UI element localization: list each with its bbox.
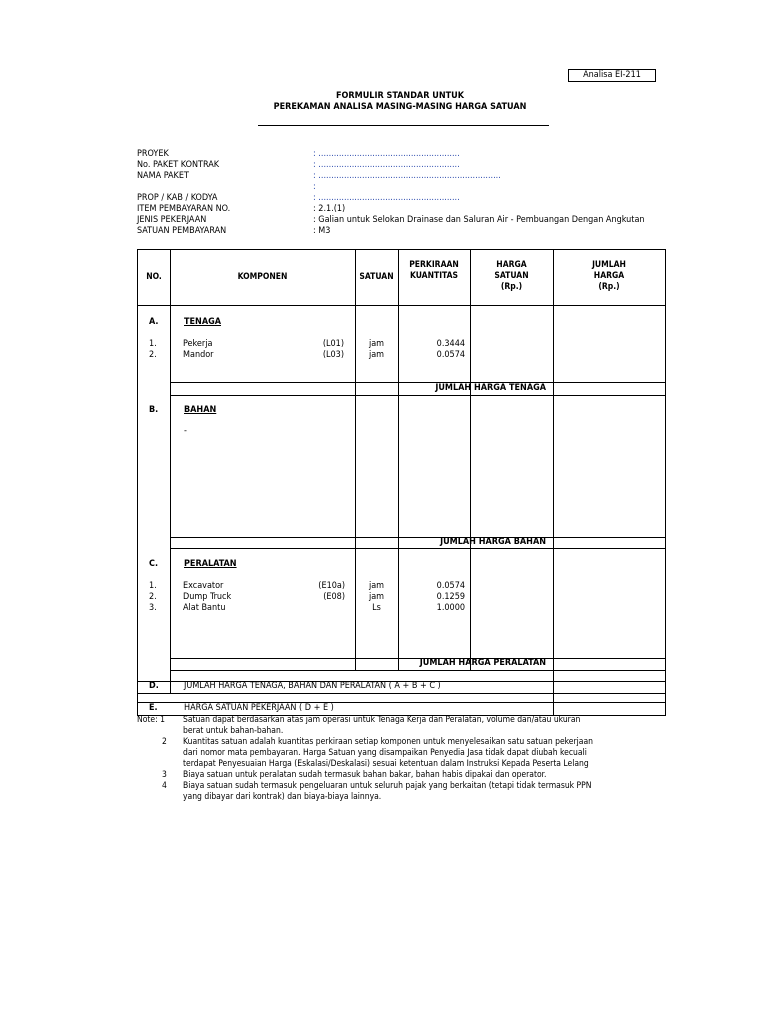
note-4-line-2: yang dibayar dari kontrak) dan biaya-biaya lainnya.: [183, 792, 382, 802]
note-3-line-1: Biaya satuan untuk peralatan sudah termasuk bahan bakar, bahan habis dipakai dan operator.: [183, 770, 547, 780]
info-label-jenis-pekerjaan: JENIS PEKERJAAN: [137, 215, 207, 225]
peralatan-row-2-unit: jam: [368, 592, 385, 602]
subtotal-c-bottom: [170, 670, 665, 671]
note-2-line-3: terdapat Penyesuaian Harga (Eskalasi/Deskalasi) sesuai ketentuan dalam Instruksi Kepada Peserta Lelang: [183, 759, 589, 769]
note-1-line-2: berat untuk bahan-bahan.: [183, 726, 284, 736]
notes-label: Note: 1: [137, 715, 165, 725]
note-4-number: 4: [162, 781, 167, 791]
tenaga-row-1-code: (L01): [322, 339, 344, 349]
info-label-proyek: PROYEK: [137, 149, 169, 159]
section-d-text: JUMLAH HARGA TENAGA, BAHAN DAN PERALATAN ( A + B + C ): [184, 681, 441, 691]
header-satuan: SATUAN: [359, 272, 394, 282]
header-harga-line-2: SATUAN: [494, 271, 529, 281]
title-divider: [258, 125, 549, 126]
info-value-item-no: : 2.1.(1): [313, 204, 346, 214]
header-jumlah-line-3: (Rp.): [598, 282, 620, 292]
peralatan-row-1-name: Excavator: [183, 581, 224, 591]
info-label-satuan-pembayaran: SATUAN PEMBAYARAN: [137, 226, 227, 236]
section-e-text: HARGA SATUAN PEKERJAAN ( D + E ): [184, 703, 334, 713]
info-value-nama-paket: : .......................................................................: [313, 171, 501, 181]
note-3-number: 3: [162, 770, 167, 780]
peralatan-row-1-qty: 0.0574: [436, 581, 465, 591]
header-harga-line-1: HARGA: [496, 260, 527, 270]
info-value-paket-kontrak: : .......................................................: [313, 160, 460, 170]
col-divider-harga: [470, 250, 471, 670]
peralatan-row-3-no: 3.: [149, 603, 157, 613]
tenaga-row-2-qty: 0.0574: [436, 350, 465, 360]
info-value-prop-kab: : .......................................................: [313, 193, 460, 203]
section-c-title: PERALATAN: [184, 559, 237, 569]
tenaga-row-1-unit: jam: [368, 339, 385, 349]
col-divider-jumlah: [553, 250, 554, 715]
peralatan-row-3-unit: Ls: [372, 603, 381, 613]
subtotal-tenaga-label: JUMLAH HARGA TENAGA: [435, 383, 546, 393]
info-label-item-no: ITEM PEMBAYARAN NO.: [137, 204, 231, 214]
section-b-title: BAHAN: [184, 405, 217, 415]
bahan-placeholder: -: [184, 426, 187, 436]
info-value-satuan-pembayaran: : M3: [313, 226, 331, 236]
note-2-line-2: dari nomor mata pembayaran. Harga Satuan yang disampaikan Penyedia Jasa tidak dapat diubah kecuali: [183, 748, 587, 758]
note-2-line-1: Kuantitas satuan adalah kuantitas perkiraan setiap komponen untuk menyelesaikan satu satuan pekerjaan: [183, 737, 593, 747]
section-c-letter: C.: [149, 559, 159, 569]
tenaga-row-2-unit: jam: [368, 350, 385, 360]
section-d-letter: D.: [149, 681, 159, 691]
analysis-table: [137, 249, 666, 716]
section-a-title: TENAGA: [184, 317, 222, 327]
header-komponen: KOMPONEN: [237, 272, 288, 282]
tenaga-row-2-name: Mandor: [183, 350, 214, 360]
peralatan-row-2-name: Dump Truck: [183, 592, 232, 602]
tenaga-row-1-no: 1.: [149, 339, 157, 349]
note-4-line-1: Biaya satuan sudah termasuk pengeluaran untuk seluruh pajak yang berkaitan (tetapi tidak termasuk PPN: [183, 781, 592, 791]
tenaga-row-1-name: Pekerja: [183, 339, 213, 349]
tenaga-row-2-code: (L03): [322, 350, 344, 360]
form-title-line-1: FORMULIR STANDAR UNTUK: [336, 91, 464, 101]
header-harga-line-3: (Rp.): [500, 282, 523, 292]
header-kuantitas-line-1: PERKIRAAN: [409, 260, 459, 270]
note-1-line-1: Satuan dapat berdasarkan atas jam operasi untuk Tenaga Kerja dan Peralatan, volume dan/atau ukuran: [183, 715, 581, 725]
tenaga-row-2-no: 2.: [149, 350, 157, 360]
subtotal-bahan-label: JUMLAH HARGA BAHAN: [440, 537, 546, 547]
subtotal-a-bottom: [170, 395, 665, 396]
row-d-bottom: [138, 693, 665, 694]
analysis-code-box: Analisa EI-211: [568, 69, 656, 82]
peralatan-row-1-code: (E10a): [318, 581, 345, 591]
header-no: NO.: [146, 272, 162, 282]
header-jumlah-line-2: HARGA: [593, 271, 625, 281]
info-label-paket-kontrak: No. PAKET KONTRAK: [137, 160, 220, 170]
subtotal-peralatan-label: JUMLAH HARGA PERALATAN: [419, 658, 546, 668]
col-divider-no: [170, 250, 171, 693]
peralatan-row-2-code: (E08): [323, 592, 345, 602]
peralatan-row-2-no: 2.: [149, 592, 157, 602]
section-a-letter: A.: [149, 317, 159, 327]
peralatan-row-1-unit: jam: [368, 581, 385, 591]
info-label-prop-kab: PROP / KAB / KODYA: [137, 193, 218, 203]
tenaga-row-1-qty: 0.3444: [436, 339, 465, 349]
peralatan-row-2-qty: 0.1259: [436, 592, 465, 602]
header-jumlah-line-1: JUMLAH: [592, 260, 626, 270]
form-title-line-2: PEREKAMAN ANALISA MASING-MASING HARGA SATUAN: [273, 102, 527, 112]
header-bottom-line: [138, 305, 665, 306]
subtotal-b-bottom: [170, 548, 665, 549]
info-value-blank: :: [313, 182, 316, 192]
note-2-number: 2: [162, 737, 167, 747]
peralatan-row-3-name: Alat Bantu: [183, 603, 226, 613]
section-e-letter: E.: [149, 703, 158, 713]
info-label-nama-paket: NAMA PAKET: [137, 171, 189, 181]
info-value-jenis-pekerjaan: : Galian untuk Selokan Drainase dan Saluran Air - Pembuangan Dengan Angkutan: [313, 215, 645, 225]
peralatan-row-3-qty: 1.0000: [436, 603, 465, 613]
peralatan-row-1-no: 1.: [149, 581, 157, 591]
header-kuantitas-line-2: KUANTITAS: [409, 271, 459, 281]
info-value-proyek: : .......................................................: [313, 149, 460, 159]
section-b-letter: B.: [149, 405, 159, 415]
